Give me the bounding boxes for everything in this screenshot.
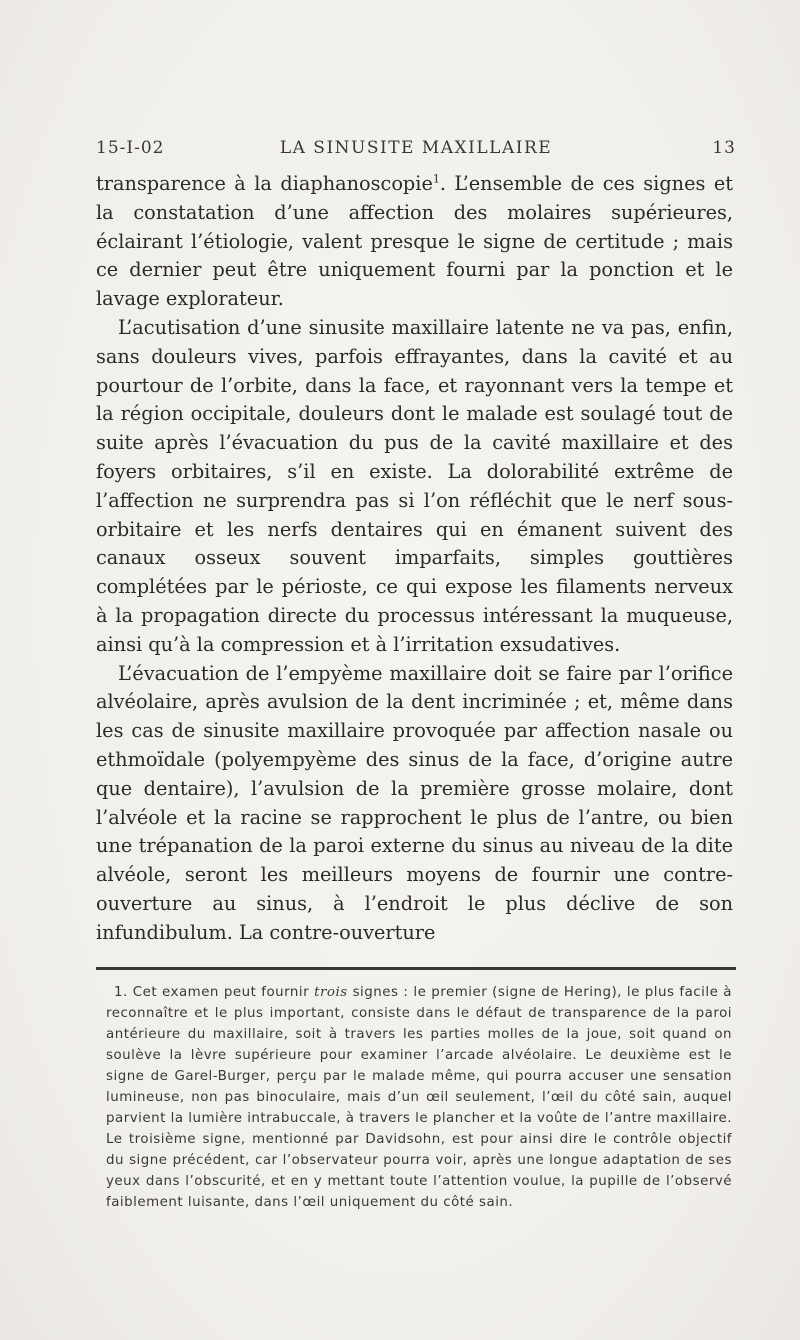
header-date: 15-I-02	[96, 138, 165, 158]
footnote-text	[106, 982, 732, 1213]
footnote-reference: 1	[432, 172, 440, 186]
running-header	[96, 138, 736, 162]
footnote-text-start: Cet examen peut fournir	[132, 985, 310, 1000]
paragraph-1-rest: . L’ensemble de ces signes et la constatation d’une affection des molaires supérieures, éclairant l’étiologie, valent presque le signe de certitude ; mais ce dernier peut être uniquement fourni par la ponction et le lavage explorateur.	[96, 172, 733, 311]
page-number: 13	[712, 138, 736, 158]
paragraph-1	[96, 170, 733, 314]
paragraph-2: L’acutisation d’une sinusite maxillaire latente ne va pas, enfin, sans douleurs vives, parfois effrayantes, dans la cavité et au pourtour de l’orbite, dans la face, et rayonnant vers la tempe et la région occipitale, douleurs dont le malade est soulagé tout de suite après l’évacuation du pus de la cavité maxillaire et des foyers orbitaires, s’il en existe. La dolorabilité extrême de l’affection ne surprendra pas si l’on réfléchit que le nerf sous-orbitaire et les nerfs dentaires qui en émanent suivent des canaux osseux souvent imparfaits, simples gouttières complétées par le périoste, ce qui expose les filaments nerveux à la propagation directe du processus intéressant la muqueuse, ainsi qu’à la compression et à l’irritation exsudatives.	[96, 315, 733, 656]
footnote-italic-word: trois	[314, 985, 348, 1000]
paragraph-1-start: transparence à la diaphanoscopie	[96, 172, 433, 195]
footnote-separator	[96, 967, 736, 970]
main-text	[96, 170, 733, 948]
paragraph-3: L’évacuation de l’empyème maxillaire doit se faire par l’orifice alvéolaire, après avulsion de la dent incriminée ; et, même dans les cas de sinusite maxillaire provoquée par affection nasale ou ethmoïdale (polyempyème des sinus de la face, d’origine autre que dentaire), l’avulsion de la première grosse molaire, dont l’alvéole et la racine se rapprochent le plus de l’antre, ou bien une trépanation de la paroi externe du sinus au niveau de la dite alvéole, seront les meilleurs moyens de fournir une contre-ouverture au sinus, à l’endroit le plus déclive de son infundibulum. La contre-ouverture	[96, 661, 733, 944]
footnote	[106, 982, 732, 1213]
header-title: LA SINUSITE MAXILLAIRE	[279, 138, 553, 158]
footnote-number: 1.	[114, 985, 128, 1000]
footnote-text-rest: signes : le premier (signe de Hering), le plus facile à reconnaître et le plus important, consiste dans le défaut de transparence de la paroi antérieure du maxillaire, soit à travers les parties molles de la joue, soit quand on soulève la lèvre supérieure pour examiner l’arcade alvéolaire. Le deuxième est le signe de Garel-Burger, perçu par le malade même, qui pourra accuser une sensation lumineuse, non pas binoculaire, mais d’un œil seulement, l’œil du côté sain, auquel parvient la lumière intrabuccale, à travers le plancher et la voûte de l’antre maxillaire. Le troisième signe, mentionné par Davidsohn, est pour ainsi dire le contrôle objectif du signe précédent, car l’observateur pourra voir, après une longue adaptation de ses yeux dans l’obscurité, et en y mettant toute l’attention voulue, la pupille de l’observé faiblement luisante, dans l’œil uniquement du côté sain.	[106, 985, 732, 1210]
